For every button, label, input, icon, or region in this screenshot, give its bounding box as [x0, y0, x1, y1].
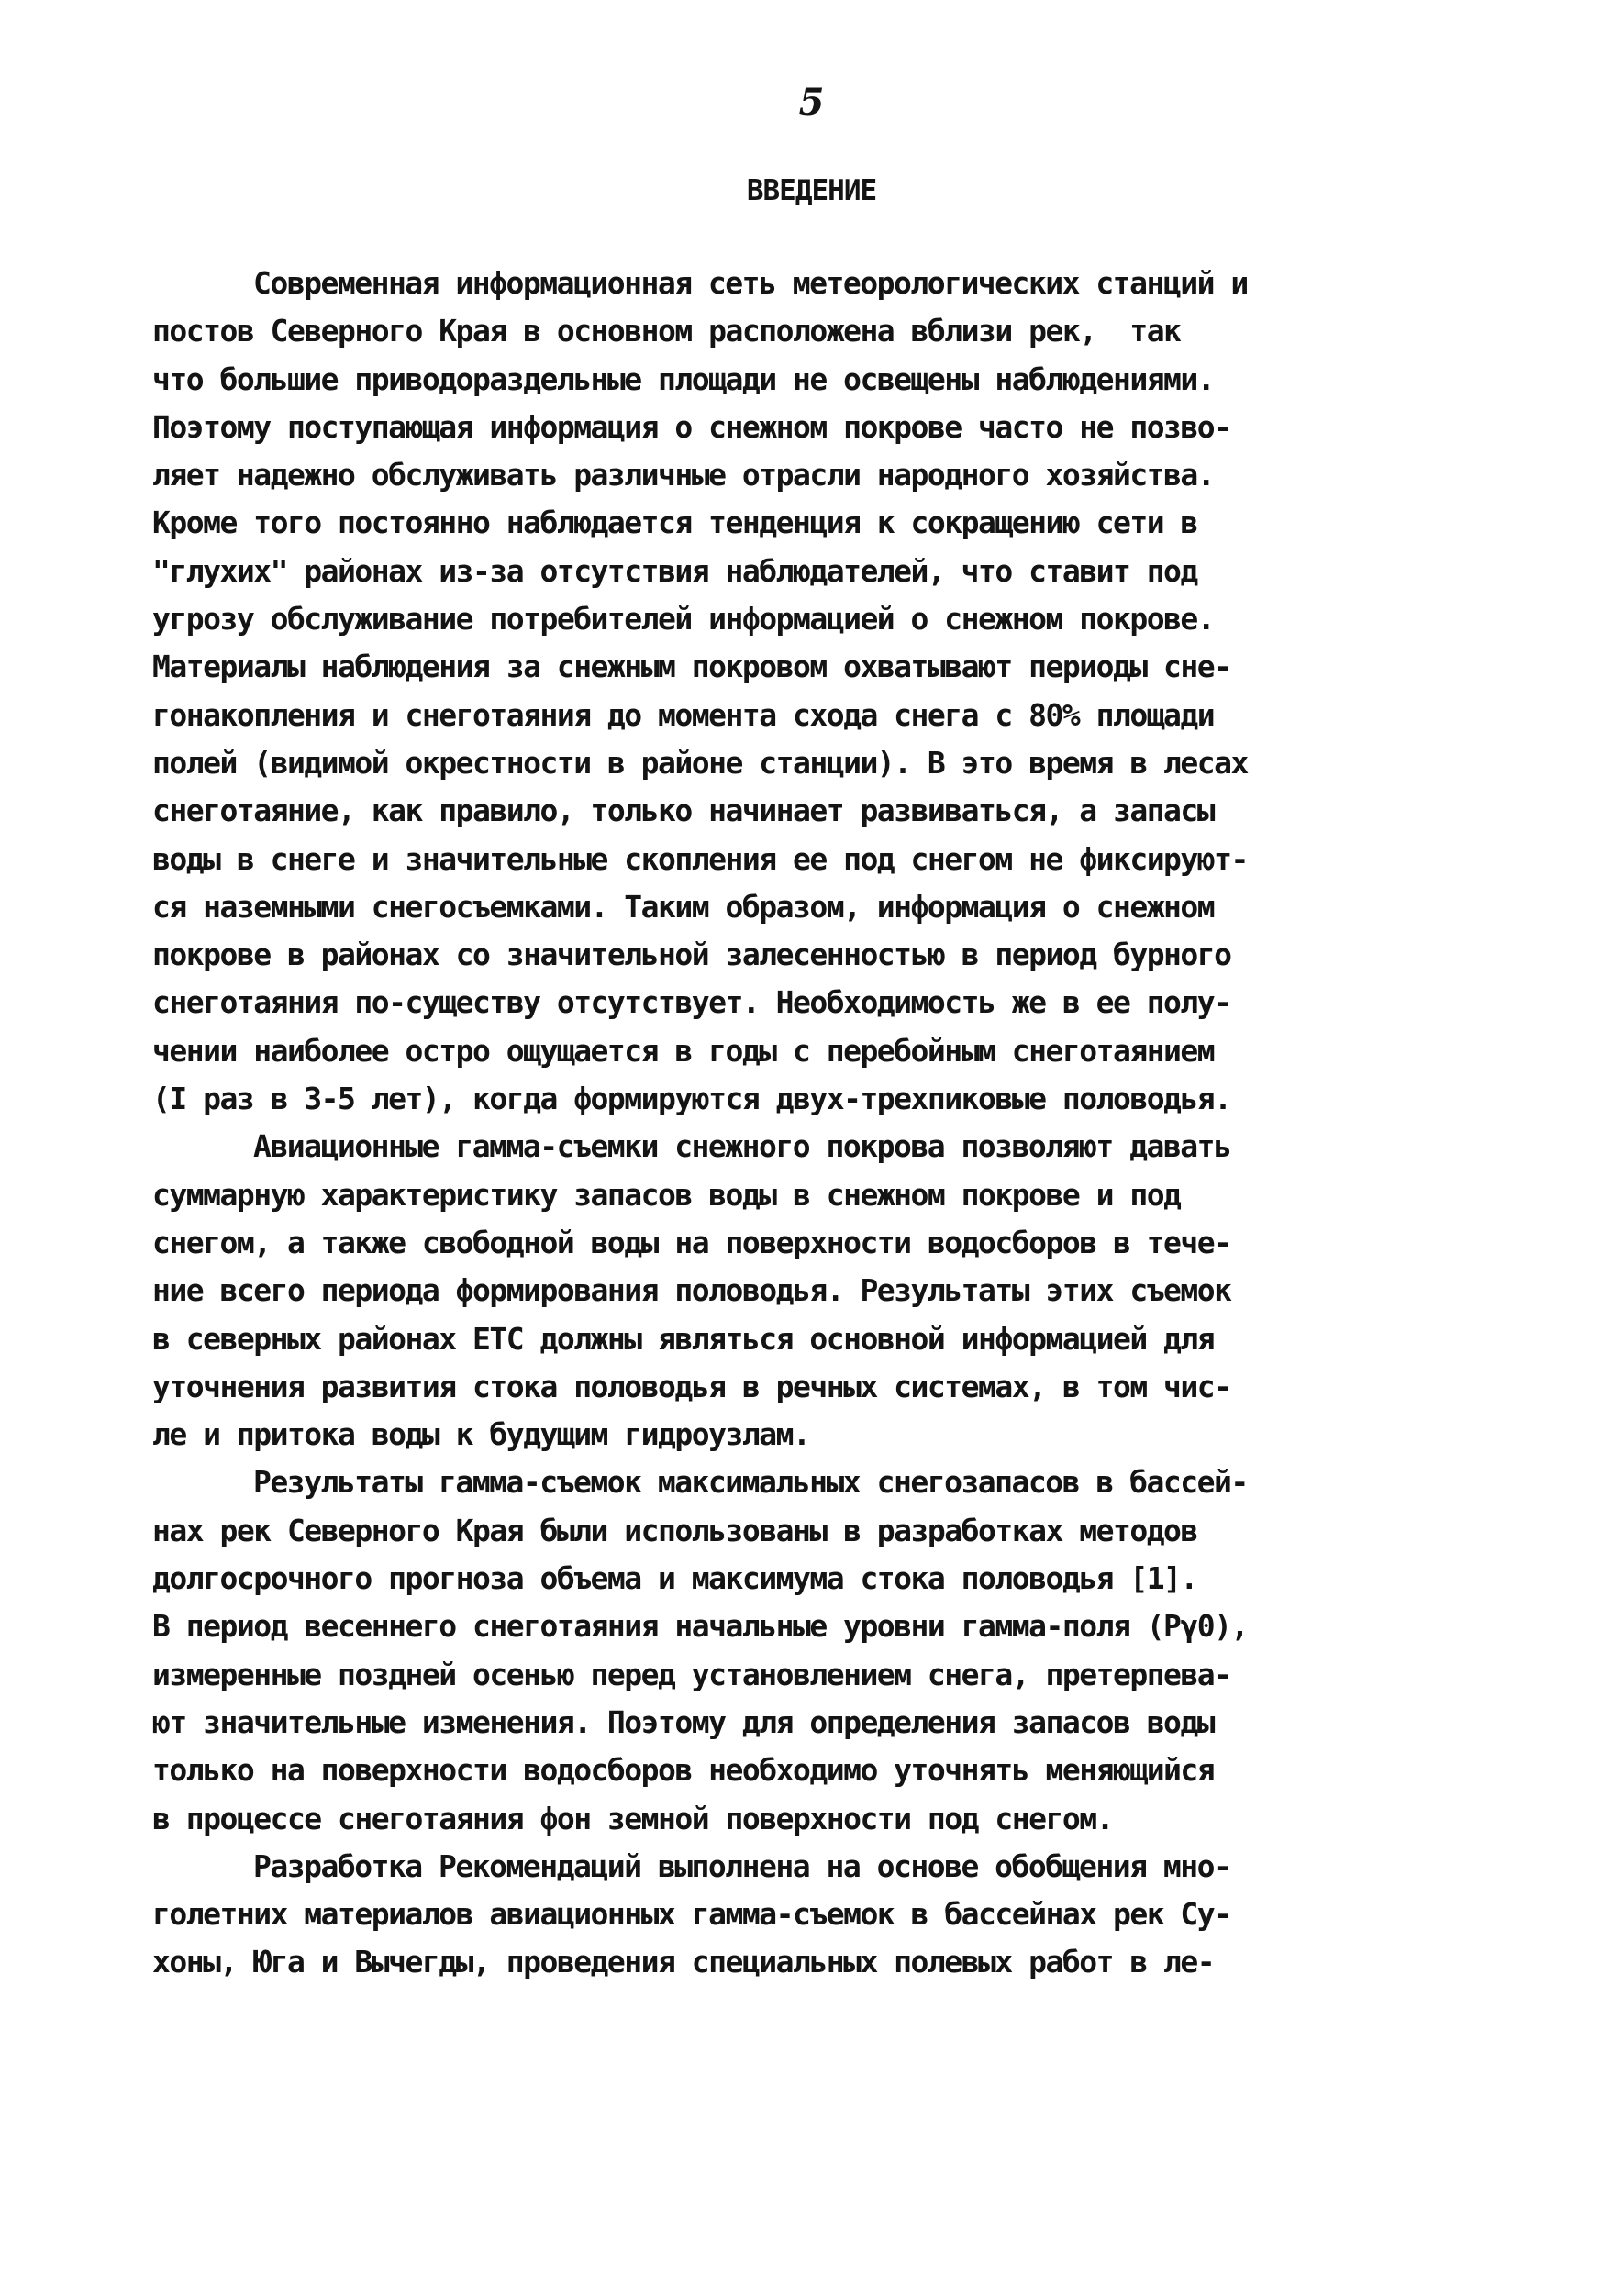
text-line: долгосрочного прогноза объема и максимума стока половодья [1].: [152, 1560, 1197, 1597]
text-line: Авиационные гамма-съемки снежного покрова позволяют давать: [253, 1128, 1231, 1165]
text-line: гонакопления и снеготаяния до момента схода снега с 80% площади: [152, 696, 1215, 733]
text-line: в северных районах ЕТС должны являться основной информацией для: [152, 1320, 1215, 1357]
text-line: нах рек Северного Края были использованы в разработках методов: [152, 1512, 1197, 1548]
text-line: в процессе снеготаяния фон земной поверхности под снегом.: [152, 1800, 1113, 1836]
text-line: голетних материалов авиационных гамма-съемок в бассейнах рек Су-: [152, 1896, 1231, 1933]
text-line: ют значительные изменения. Поэтому для определения запасов воды: [152, 1703, 1215, 1740]
text-line: Материалы наблюдения за снежным покровом охватывают периоды сне-: [152, 649, 1231, 685]
text-line: Кроме того постоянно наблюдается тенденция к сокращению сети в: [152, 505, 1197, 541]
text-line: снеготаяние, как правило, только начинает развиваться, а запасы: [152, 793, 1215, 829]
text-line: суммарную характеристику запасов воды в снежном покрове и под: [152, 1176, 1181, 1213]
text-line: постов Северного Края в основном расположена вблизи рек, так: [152, 313, 1181, 349]
text-line: ние всего периода формирования половодья. Результаты этих съемок: [152, 1272, 1231, 1309]
text-line: ле и притока воды к будущим гидроузлам.: [152, 1416, 810, 1453]
text-line: что большие приводораздельные площади не освещены наблюдениями.: [152, 360, 1215, 397]
text-line: "глухих" районах из-за отсутствия наблюдателей, что ставит под: [152, 552, 1197, 589]
text-line: Поэтому поступающая информация о снежном покрове часто не позво-: [152, 408, 1231, 445]
text-line: чении наиболее остро ощущается в годы с перебойным снеготаянием: [152, 1032, 1215, 1069]
text-line: только на поверхности водосборов необходимо уточнять меняющийся: [152, 1752, 1215, 1789]
text-line: покрове в районах со значительной залесенностью в период бурного: [152, 937, 1231, 973]
text-line: измеренные поздней осенью перед установлением снега, претерпева-: [152, 1656, 1231, 1692]
text-line: воды в снеге и значительные скопления ее под снегом не фиксируют-: [152, 840, 1248, 877]
text-line: снеготаяния по-существу отсутствует. Необходимость же в ее полу-: [152, 984, 1231, 1021]
text-line: снегом, а также свободной воды на поверхности водосборов в тече-: [152, 1224, 1231, 1260]
text-line: Разработка Рекомендаций выполнена на основе обобщения мно-: [253, 1847, 1231, 1884]
text-line: уточнения развития стока половодья в речных системах, в том чис-: [152, 1368, 1231, 1404]
text-line: Современная информационная сеть метеорологических станций и: [253, 265, 1248, 301]
page-number: 5: [798, 81, 825, 124]
text-line: В период весеннего снеготаяния начальные уровни гамма-поля (Pγ0),: [152, 1608, 1248, 1645]
text-line: ся наземными снегосъемками. Таким образом, информация о снежном: [152, 888, 1215, 925]
text-line: ляет надежно обслуживать различные отрасли народного хозяйства.: [152, 457, 1215, 494]
text-line: угрозу обслуживание потребителей информацией о снежном покрове.: [152, 601, 1215, 638]
text-line: Результаты гамма-съемок максимальных снегозапасов в бассей-: [253, 1464, 1248, 1501]
section-heading: ВВЕДЕНИЕ: [746, 174, 877, 207]
body-text: [152, 260, 1455, 1987]
text-line: полей (видимой окрестности в районе станции). В это время в лесах: [152, 744, 1248, 781]
text-line: хоны, Юга и Вычегды, проведения специальных полевых работ в ле-: [152, 1944, 1215, 1980]
text-line: (I раз в 3-5 лет), когда формируются двух-трехпиковые половодья.: [152, 1081, 1231, 1117]
